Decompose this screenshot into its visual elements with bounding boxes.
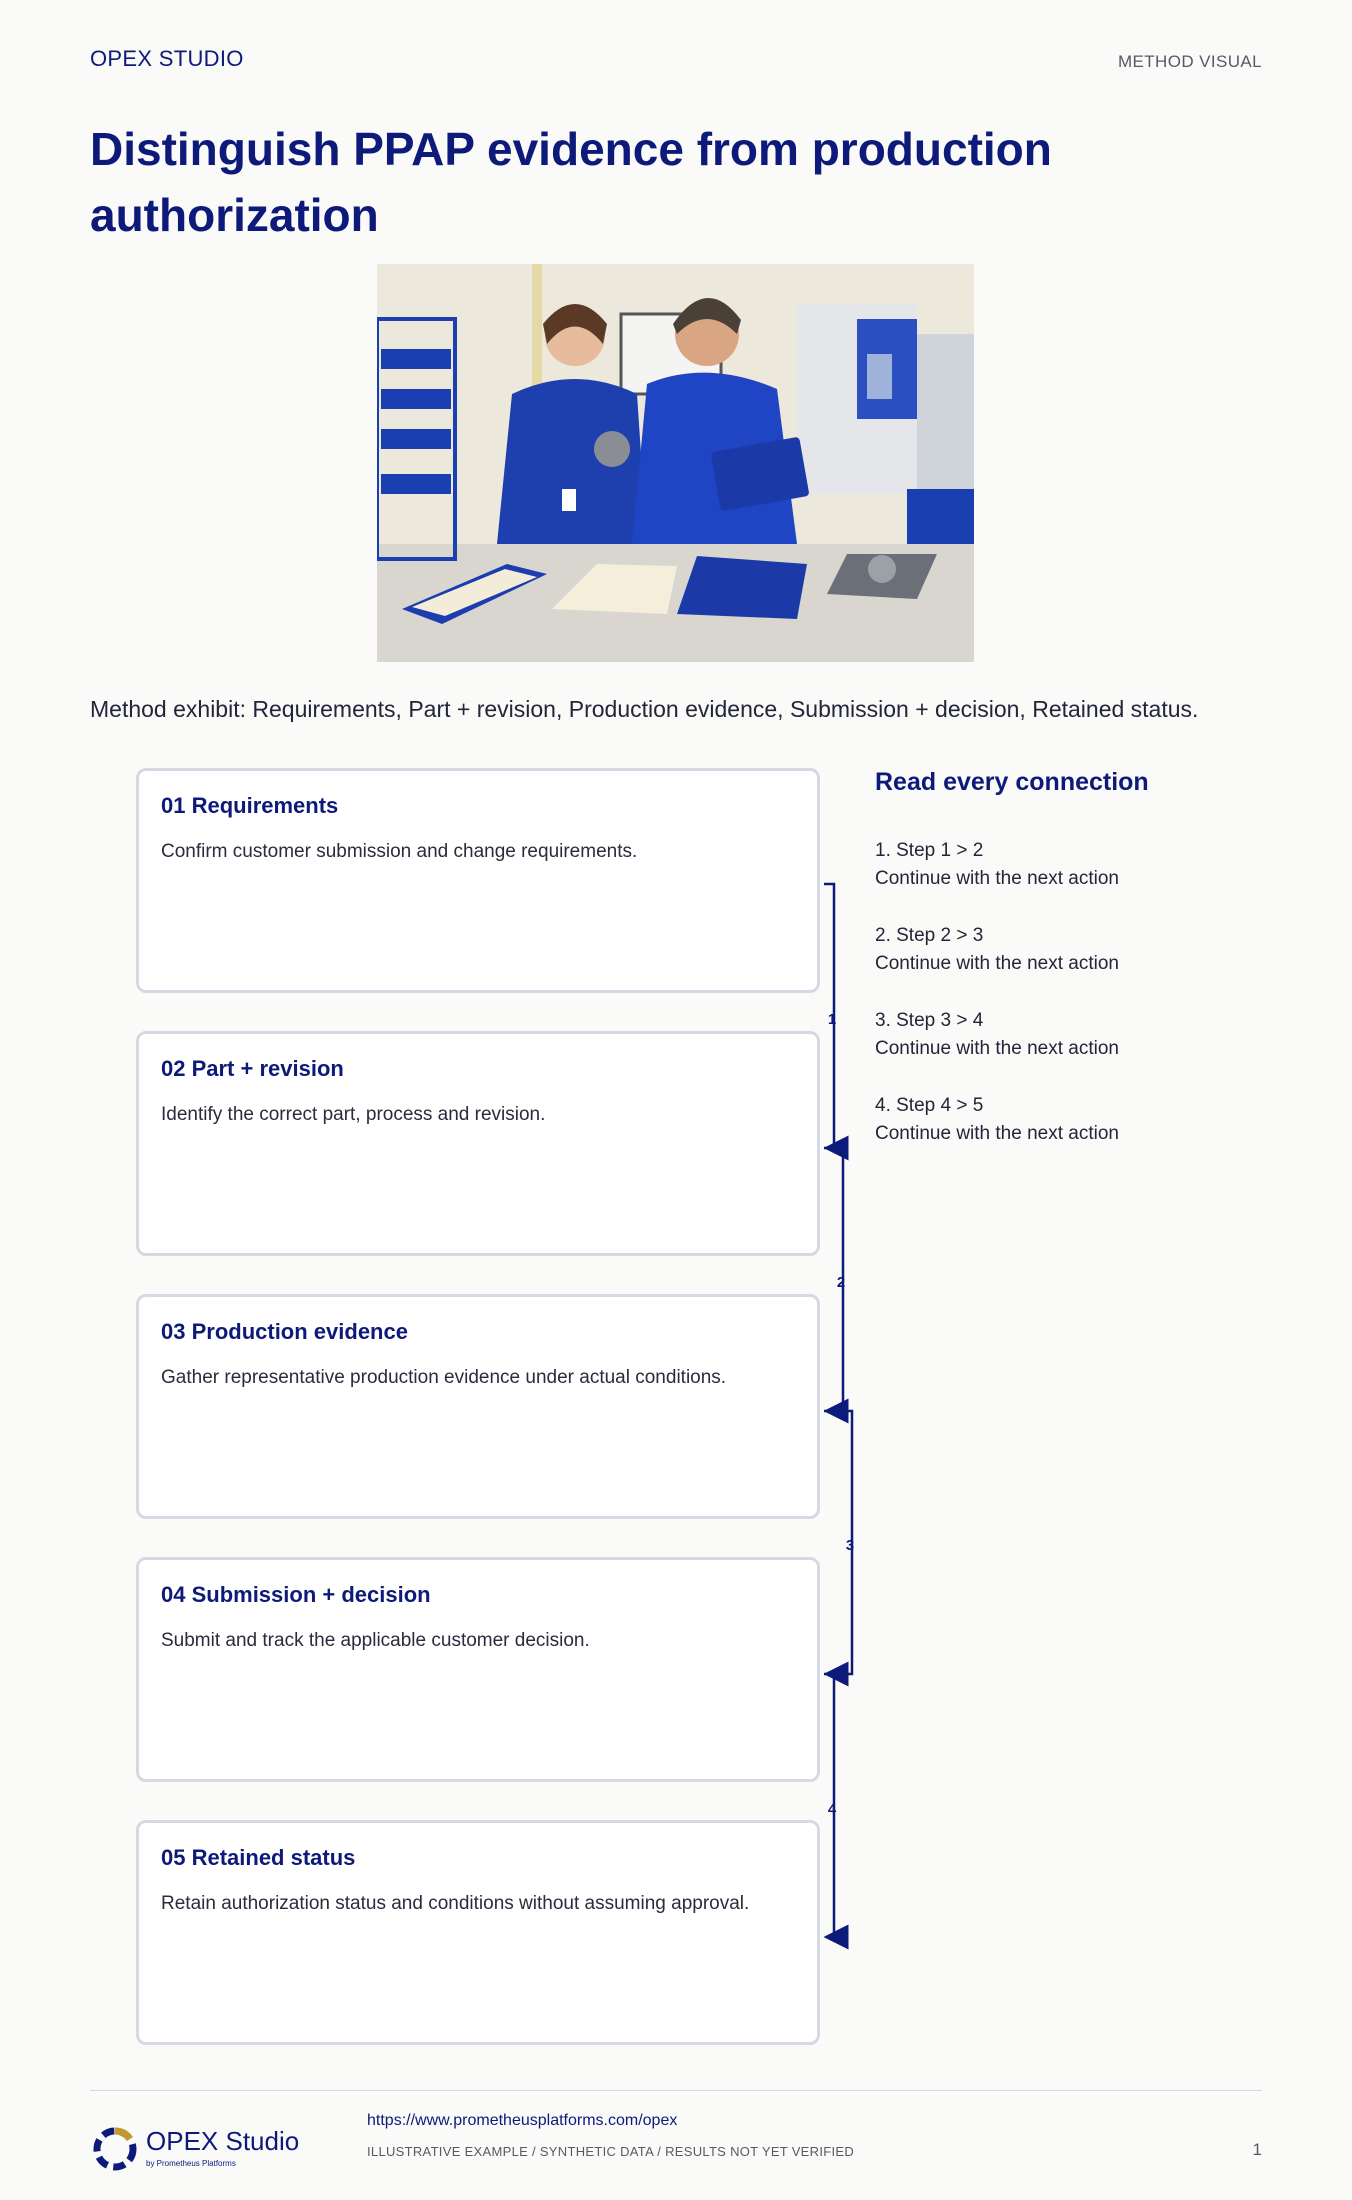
- step-title: 05 Retained status: [161, 1845, 356, 1870]
- connection-item: [875, 1007, 1295, 1092]
- connection-item: [875, 837, 1295, 922]
- connection-text: Continue with the next action: [875, 1123, 1119, 1144]
- brand-label: OPEX STUDIO: [90, 46, 244, 71]
- step-description: Gather representative production evidence under actual conditions.: [161, 1367, 727, 1388]
- connection-text: Continue with the next action: [875, 953, 1119, 974]
- connection-item: [875, 922, 1295, 1007]
- panel-title: Read every connection: [875, 768, 1149, 796]
- step-description: Submit and track the applicable customer decision.: [161, 1630, 590, 1651]
- step-description: Retain authorization status and conditions without assuming approval.: [161, 1893, 750, 1914]
- connection-text: Continue with the next action: [875, 1038, 1119, 1059]
- footer-disclaimer: ILLUSTRATIVE EXAMPLE / SYNTHETIC DATA / RESULTS NOT YET VERIFIED: [367, 2144, 855, 2159]
- connector-label-2: 2: [836, 1274, 846, 1291]
- step-description: Identify the correct part, process and revision.: [161, 1104, 546, 1125]
- connector-label-4: 4: [827, 1801, 837, 1818]
- connection-label: 1. Step 1 > 2: [875, 840, 984, 861]
- footer-divider: [90, 2090, 1262, 2091]
- step-description: Confirm customer submission and change requirements.: [161, 841, 638, 862]
- connector-label-3: 3: [845, 1537, 855, 1554]
- footer-logo-name: OPEX Studio: [146, 2126, 300, 2156]
- connection-list: [875, 837, 1295, 1177]
- exhibit-caption: Method exhibit: Requirements, Part + revision, Production evidence, Submission + decision, Retained status.: [90, 696, 1199, 722]
- step-title: 01 Requirements: [161, 793, 339, 818]
- connections-panel: [875, 768, 1295, 1177]
- step-title: 02 Part + revision: [161, 1056, 344, 1081]
- footer-logo-subtitle: by Prometheus Platforms: [146, 2159, 236, 2168]
- connection-label: 2. Step 2 > 3: [875, 925, 984, 946]
- opex-logo-icon: [90, 2124, 140, 2174]
- page-title: Distinguish PPAP evidence from production authorization: [90, 123, 1052, 241]
- connection-label: 3. Step 3 > 4: [875, 1010, 984, 1031]
- step-title: 03 Production evidence: [161, 1319, 408, 1344]
- connection-label: 4. Step 4 > 5: [875, 1095, 984, 1116]
- connection-item: [875, 1092, 1295, 1177]
- page-number: 1: [1252, 2140, 1262, 2159]
- step-title: 04 Submission + decision: [161, 1582, 431, 1607]
- connection-text: Continue with the next action: [875, 868, 1119, 889]
- connector-label-1: 1: [827, 1011, 837, 1028]
- document-kind-label: METHOD VISUAL: [1117, 52, 1262, 71]
- footer-url[interactable]: https://www.prometheusplatforms.com/opex: [367, 2112, 678, 2129]
